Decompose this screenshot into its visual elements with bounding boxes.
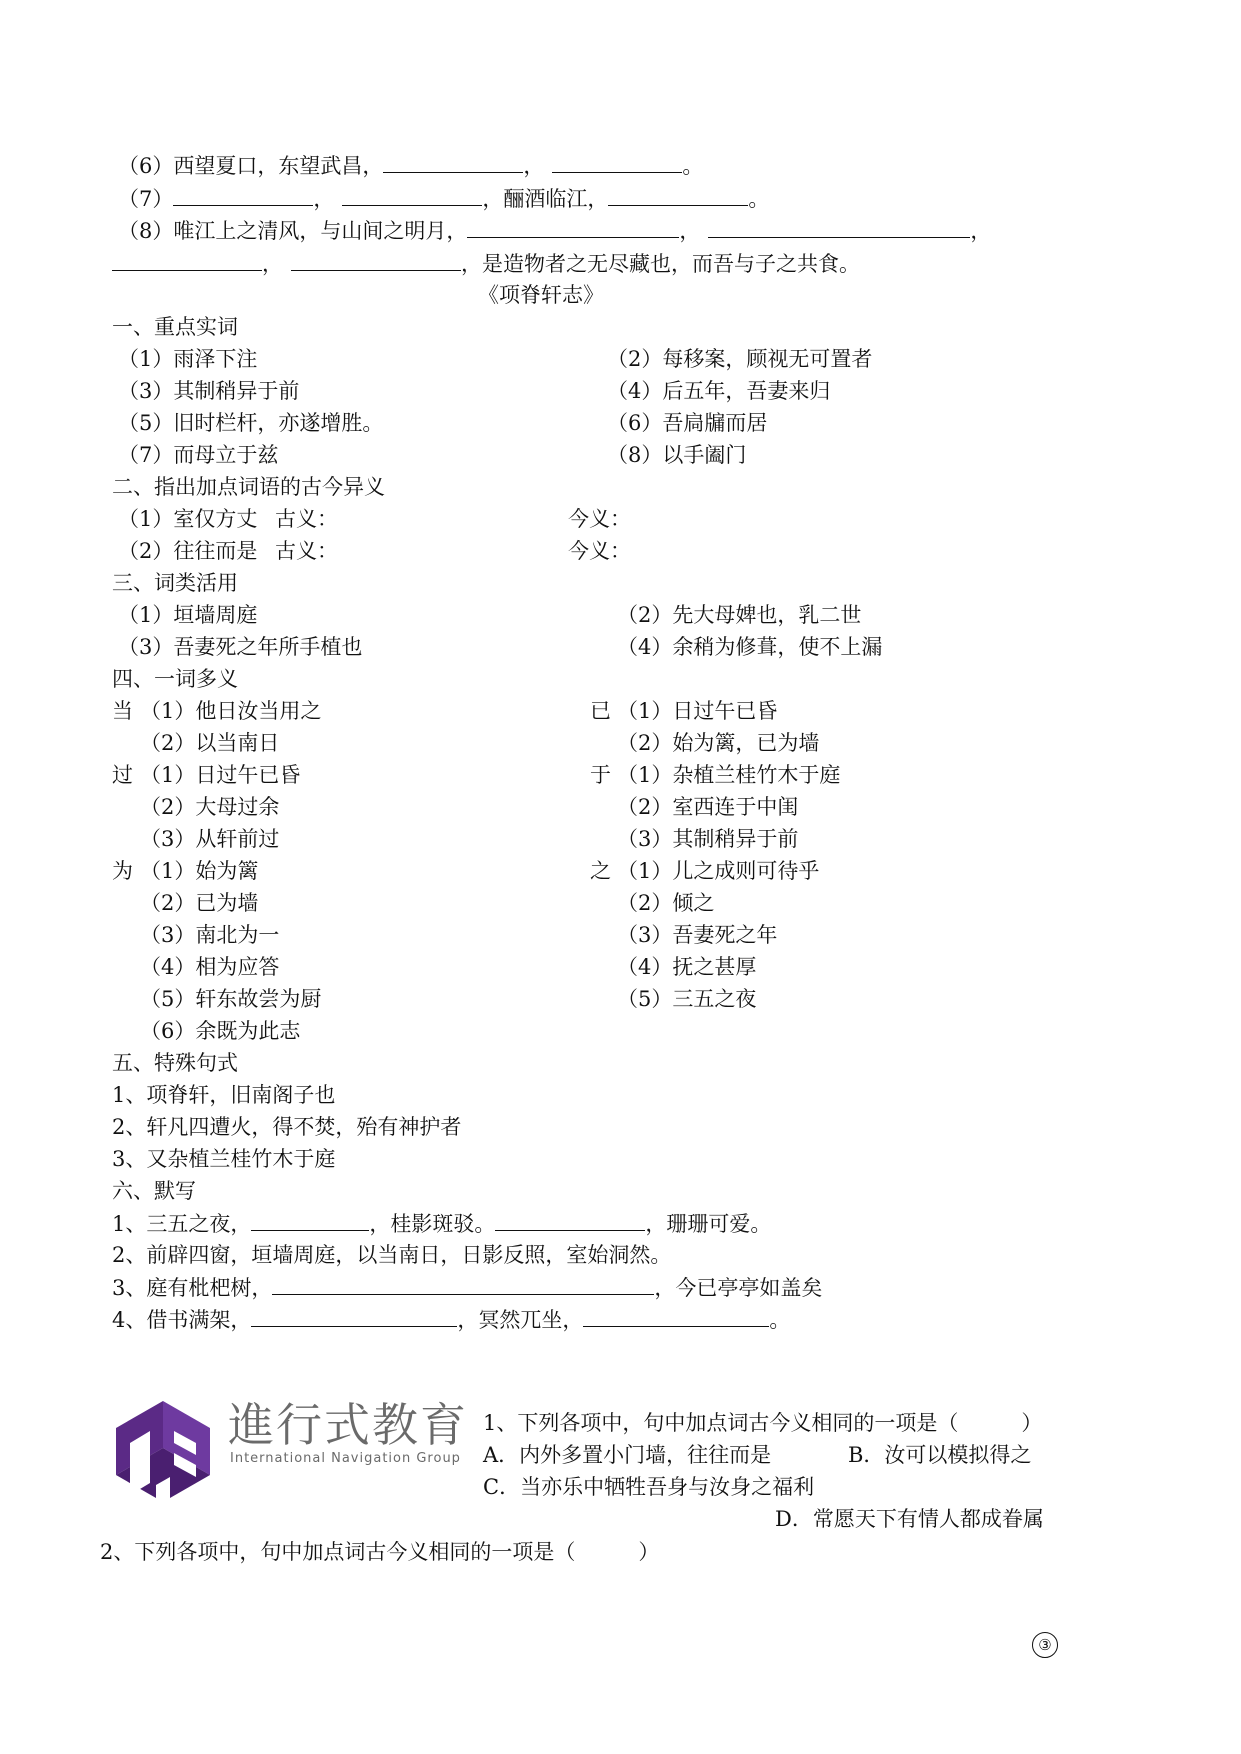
list-item: （5）三五之夜: [617, 987, 757, 1011]
question-stem: 1、下列各项中，句中加点词古今义相同的一项是（ ）: [483, 1411, 1043, 1435]
list-item: （2）始为篱，已为墙: [617, 731, 820, 755]
list-item: （5）轩东故尝为厨: [140, 987, 322, 1011]
gu-yi-label: 古义：: [275, 539, 338, 563]
page-number: ③: [1032, 1632, 1058, 1658]
list-item: 1、项脊轩，旧南阁子也: [112, 1083, 336, 1107]
list-item: （1）日过午已昏: [140, 763, 301, 787]
list-item: （6）吾扃牖而居: [607, 411, 768, 435]
list-item: （1）雨泽下注: [118, 347, 258, 371]
blank: [467, 215, 679, 238]
dictation-line: 1、三五之夜， ，桂影斑驳。 ，珊珊可爱。: [112, 1208, 771, 1239]
dictation-line-6: （6）西望夏口，东望武昌， ， 。: [118, 150, 703, 181]
dictation-line-7: （7） ， ，酾酒临江， 。: [118, 183, 769, 214]
option-b: B．汝可以模拟得之: [848, 1443, 1032, 1467]
list-item: （4）余稍为修葺，使不上漏: [617, 635, 883, 659]
list-item: （4）后五年，吾妻来归: [607, 379, 831, 403]
section-heading: 六、默写: [112, 1179, 196, 1203]
list-item: （2）倾之: [617, 891, 715, 915]
list-item: （2）室西连于中闺: [617, 795, 799, 819]
brand-name: 進行式教育: [228, 1398, 468, 1452]
polysemy-word: 当: [112, 699, 133, 723]
jin-yi-label: 今义：: [568, 507, 631, 531]
list-item: （2）已为墙: [140, 891, 259, 915]
list-item: （3）吾妻死之年所手植也: [118, 635, 363, 659]
dictation-line: 2、前辟四窗，垣墙周庭，以当南日，日影反照，室始洞然。: [112, 1243, 672, 1267]
list-item: （4）抚之甚厚: [617, 955, 757, 979]
question-stem: 2、下列各项中，句中加点词古今义相同的一项是（ ）: [100, 1540, 660, 1564]
jin-yi-label: 今义：: [568, 539, 631, 563]
option-a: A．内外多置小门墙，往往而是: [483, 1443, 772, 1467]
dictation-line-8: （8）唯江上之清风，与山间之明月， ， ，: [118, 215, 991, 246]
dictation-line-8-cont: ， ，是造物者之无尽藏也，而吾与子之共食。: [112, 248, 860, 279]
list-item: （1）杂植兰桂竹木于庭: [617, 763, 841, 787]
blank: [291, 248, 461, 271]
blank: [173, 183, 313, 206]
polysemy-word: 于: [590, 763, 611, 787]
list-item: （1）始为篱: [140, 859, 259, 883]
polysemy-word: 已: [590, 699, 611, 723]
list-item: （5）旧时栏杆，亦遂增胜。: [118, 411, 384, 435]
brand-logo: [108, 1383, 478, 1523]
section-heading: 二、指出加点词语的古今异义: [112, 475, 385, 499]
blank: [583, 1304, 769, 1327]
blank: [272, 1272, 654, 1295]
essay-title: 《项脊轩志》: [478, 283, 604, 307]
list-item: （2）大母过余: [140, 795, 280, 819]
list-item: （1）日过午已昏: [617, 699, 778, 723]
blank: [112, 248, 262, 271]
list-item: （2）每移案，顾视无可置者: [607, 347, 873, 371]
blank: [552, 150, 682, 173]
list-item: （7）而母立于兹: [118, 443, 279, 467]
blank: [708, 215, 970, 238]
list-item: （3）其制稍异于前: [118, 379, 300, 403]
blank: [608, 183, 748, 206]
blank: [251, 1208, 369, 1231]
list-item: （3）吾妻死之年: [617, 923, 778, 947]
section-heading: 四、一词多义: [112, 667, 238, 691]
list-item: （1）儿之成则可待乎: [617, 859, 820, 883]
list-item: （3）从轩前过: [140, 827, 280, 851]
blank: [495, 1208, 645, 1231]
list-item: （2）往往而是: [118, 539, 258, 563]
cube-logo-icon: [108, 1383, 218, 1518]
blank: [383, 150, 523, 173]
list-item: 3、又杂植兰桂竹木于庭: [112, 1147, 336, 1171]
list-item: （2）先大母婢也，乳二世: [617, 603, 862, 627]
list-item: 2、轩凡四遭火，得不焚，殆有神护者: [112, 1115, 462, 1139]
list-item: （1）垣墙周庭: [118, 603, 258, 627]
list-item: （8）以手阖门: [607, 443, 747, 467]
list-item: （2）以当南日: [140, 731, 280, 755]
dictation-line: 4、借书满架， ，冥然兀坐， 。: [112, 1304, 790, 1335]
list-item: （1）室仅方丈: [118, 507, 258, 531]
section-heading: 一、重点实词: [112, 315, 238, 339]
polysemy-word: 过: [112, 763, 133, 787]
option-c: C．当亦乐中牺牲吾身与汝身之福利: [483, 1475, 815, 1499]
list-item: （3）南北为一: [140, 923, 280, 947]
blank: [251, 1304, 457, 1327]
list-item: （1）他日汝当用之: [140, 699, 322, 723]
section-heading: 三、词类活用: [112, 571, 238, 595]
list-item: （6）余既为此志: [140, 1019, 301, 1043]
brand-subtitle: International Navigation Group: [230, 1451, 461, 1466]
dictation-line: 3、庭有枇杷树， ，今已亭亭如盖矣: [112, 1272, 822, 1303]
list-item: （3）其制稍异于前: [617, 827, 799, 851]
polysemy-word: 为: [112, 859, 133, 883]
gu-yi-label: 古义：: [275, 507, 338, 531]
polysemy-word: 之: [590, 859, 611, 883]
blank: [342, 183, 482, 206]
list-item: （4）相为应答: [140, 955, 280, 979]
option-d: D．常愿天下有情人都成眷属: [775, 1507, 1044, 1531]
section-heading: 五、特殊句式: [112, 1051, 238, 1075]
